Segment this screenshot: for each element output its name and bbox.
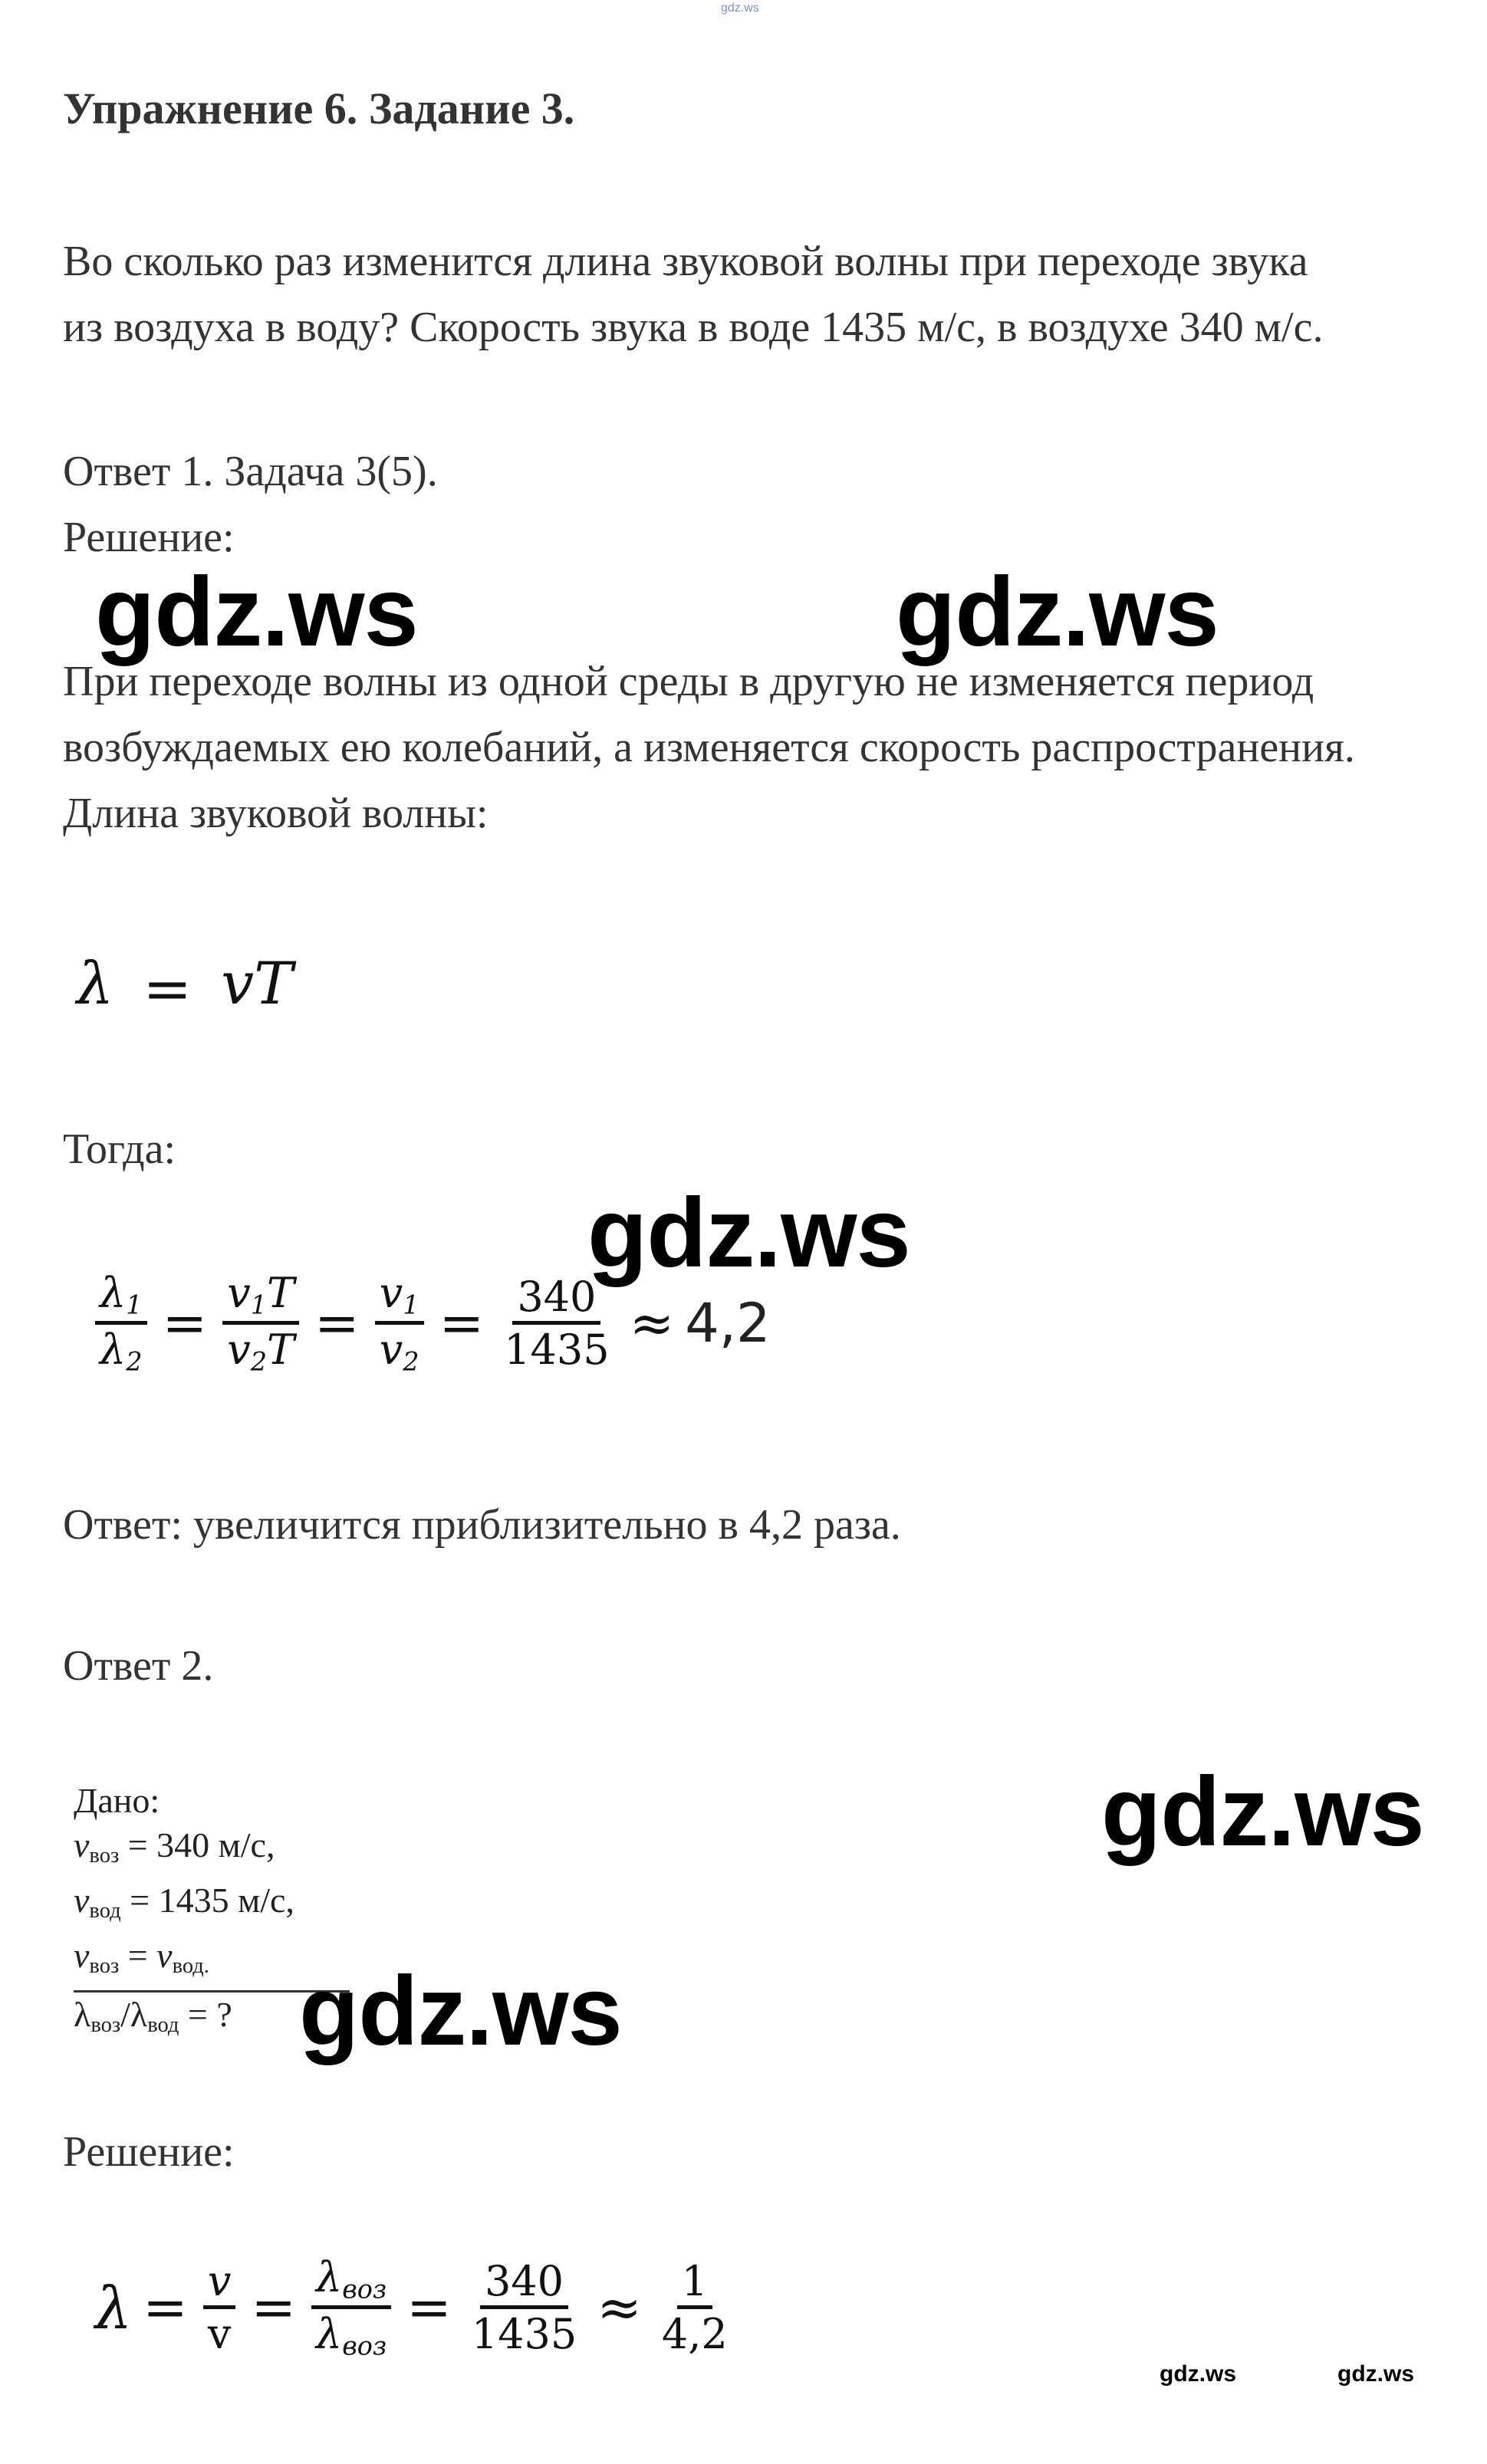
given-line-1: $v_{воз} = 340$ м/с, <box>74 1825 275 1868</box>
answer2-solution-label: Решение: <box>63 2128 235 2176</box>
watermark-5: gdz.ws <box>299 1956 622 2066</box>
small-watermark-2: gdz.ws <box>1337 2361 1415 2387</box>
fraction-numbers: $\frac{340}{1435}$ <box>504 1272 610 1374</box>
exercise-title: Упражнение 6. Задание 3. <box>63 84 575 133</box>
formula2-lambda: λ <box>95 2273 133 2342</box>
fraction-vt: $\frac{v_1T}{v_2T}$ <box>222 1273 299 1375</box>
fraction-lambda-voz: $\frac{\lambda_{воз}}{\lambda_{воз}}$ <box>311 2257 391 2359</box>
given-label: Дано: <box>74 1781 160 1820</box>
question-line-2: из воздуха в воду? Скорость звука в воде 1435 м/с, в воздухе 340 м/с. <box>63 304 1324 351</box>
watermark-2: gdz.ws <box>896 557 1219 667</box>
explanation-line-1: При переходе волны из одной среды в другую не изменяется период <box>63 658 1314 705</box>
question-line-1: Во сколько раз изменится длина звуковой волны при переходе звука <box>63 238 1308 285</box>
given-line-4: $\lambda_{воз}/\lambda_{вод}$ = ? <box>74 1995 232 2038</box>
fraction-340-1435: $\frac{340}{1435}$ <box>471 2256 577 2358</box>
watermark-4: gdz.ws <box>1101 1757 1424 1867</box>
question-text <box>63 228 1323 360</box>
then-label: Тогда: <box>63 1125 176 1173</box>
answer1-explanation <box>63 649 1355 846</box>
formula-wavelength <box>77 949 293 1023</box>
top-watermark: gdz.ws <box>721 2 759 15</box>
answer1-heading-block <box>63 439 438 570</box>
answer1-heading: Ответ 1. Задача 3(5). <box>63 448 438 495</box>
given-line-2: $v_{вод} = 1435$ м/с, <box>74 1881 294 1924</box>
watermark-3: gdz.ws <box>587 1178 910 1288</box>
fraction-lambda: $\frac{\lambda_1}{\lambda_2}$ <box>95 1273 147 1375</box>
fraction-v: $\frac{v_1}{v_2}$ <box>375 1273 424 1375</box>
fraction-v-over-v: $\frac{v}{v}$ <box>203 2261 236 2355</box>
fraction-1-over-4-2: $\frac{1}{4,2}$ <box>661 2256 728 2358</box>
answer1-solution-label: Решение: <box>63 514 235 561</box>
formula-vt: vT <box>221 949 293 1017</box>
formula-result: 4,2 <box>685 1292 771 1355</box>
answer1-final: Ответ: увеличится приблизительно в 4,2 раза. <box>63 1501 901 1549</box>
formula-equals: = <box>143 954 192 1023</box>
small-watermark-1: gdz.ws <box>1160 2361 1237 2387</box>
explanation-line-2: возбуждаемых ею колебаний, а изменяется скорость распространения. <box>63 724 1355 771</box>
formula-ratio: $\frac{\lambda_1}{\lambda_2}$ = $\frac{v_1T}{v_2T}$ = $\frac{v_1}{v_2}$ = $\frac{340}{1435}$ ≈ 4,2 <box>90 1273 771 1375</box>
answer2-heading: Ответ 2. <box>63 1642 214 1690</box>
formula-answer2: λ = $\frac{v}{v}$ = $\frac{\lambda_{воз}}{\lambda_{воз}}$ = $\frac{340}{1435}$ ≈ $\frac{1}{4,2}$ <box>95 2257 737 2359</box>
explanation-line-3: Длина звуковой волны: <box>63 790 489 837</box>
given-line-3: $v_{воз} = v_{вод.}$ <box>74 1933 350 1993</box>
watermark-1: gdz.ws <box>95 557 418 667</box>
formula-lambda: λ <box>77 949 114 1017</box>
